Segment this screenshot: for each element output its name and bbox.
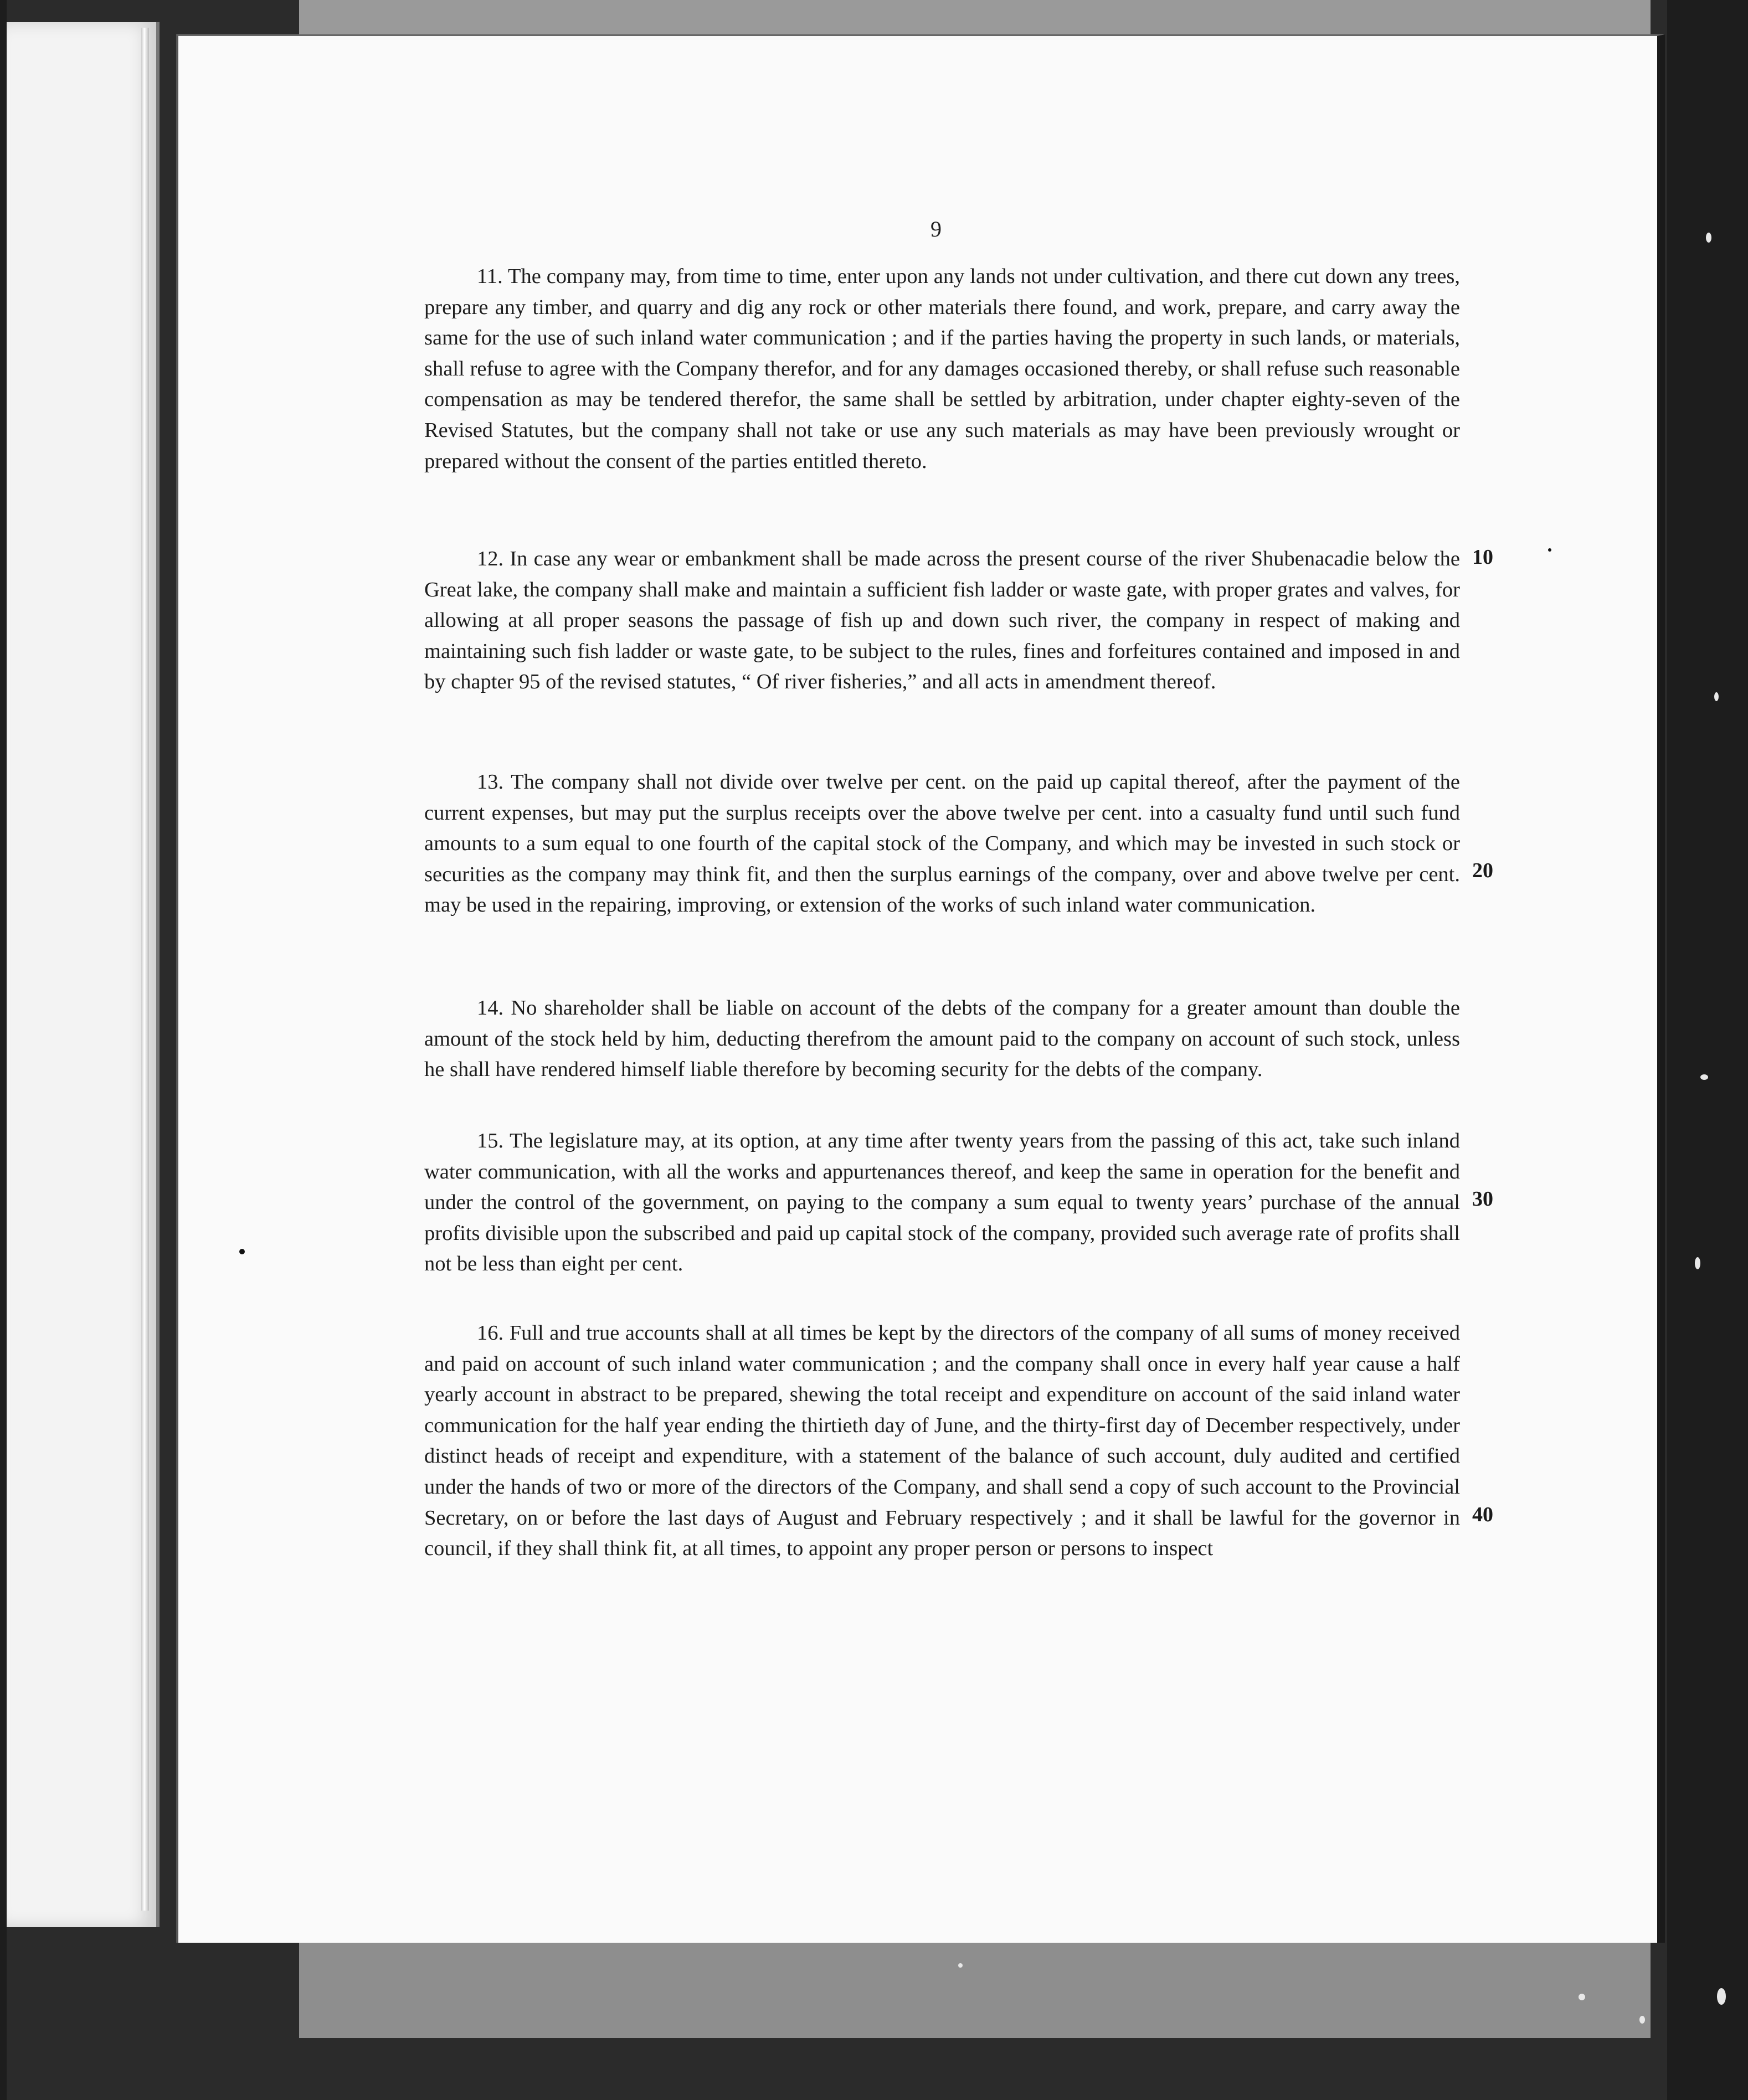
section-16 (424, 1318, 1460, 1564)
section-number: 14. (477, 996, 504, 1020)
section-number: 13. (477, 770, 504, 794)
film-speck (1714, 692, 1719, 701)
section-13 (424, 767, 1460, 921)
section-11 (424, 261, 1460, 477)
film-left-edge (0, 0, 7, 2100)
section-14 (424, 993, 1460, 1085)
section-number: 16. (477, 1321, 504, 1345)
section-text: No shareholder shall be liable on account of the debts of the company for a greater amount than double the amount of the stock held by him, deducting therefrom the amount paid to the company on account of such stock, unless he shall have rendered himself liable therefore by becoming security for the debts of the company. (424, 996, 1461, 1082)
film-speck (1548, 548, 1551, 552)
page-fold-shadow (141, 28, 149, 1911)
section-12 (424, 544, 1460, 698)
film-speck (239, 1249, 245, 1254)
section-text: Full and true accounts shall at all times be kept by the directors of the company of all sums of money received and paid on account of such inland water communication ; and the company shall once in every half year cause a half yearly account in abstract to be prepared, shewing the total receipt and expenditure on account of the said inland water communication for the half year ending the thirtieth day of June, and the thirty-first day of December respectively, under distinct heads of receipt and expenditure, with a statement of the balance of such account, duly audited and certified under the hands of two or more of the directors of the Company, and shall send a copy of such account to the Provincial Secretary, on or before the last days of August and February respectively ; and it shall be lawful for the governor in council, if they shall think fit, at all times, to appoint any proper person or persons to inspect (424, 1321, 1460, 1561)
film-right-edge (1667, 0, 1748, 2100)
film-bottom-band (299, 1938, 1651, 2038)
line-number-30: 30 (1472, 1187, 1493, 1211)
film-speck (1717, 1988, 1726, 2005)
section-text: The company may, from time to time, enter upon any lands not under cultivation, and there cut down any trees, prepare any timber, and quarry and dig any rock or other materials there found, and work, prepare, and carry away the same for the use of such inland water communication ; and if the parties having the property in such lands, or materials, shall refuse to agree with the Company therefor, and for any damages occasioned thereby, or shall refuse such reasonable compensation as may be tendered therefor, the same shall be settled by arbitration, under chapter eighty-seven of the Revised Statutes, but the company shall not take or use any such materials as may have been previously wrought or prepared without the consent of the parties entitled thereto. (424, 265, 1460, 473)
film-speck (1706, 233, 1711, 243)
section-number: 12. (477, 547, 504, 570)
line-number-20: 20 (1472, 859, 1493, 882)
line-number-10: 10 (1472, 545, 1493, 569)
film-speck (958, 1963, 963, 1968)
film-speck (1639, 2016, 1645, 2024)
section-15 (424, 1126, 1460, 1280)
film-speck (1700, 1074, 1708, 1080)
section-number: 15. (477, 1129, 504, 1152)
section-text: The company shall not divide over twelve per cent. on the paid up capital thereof, after the payment of the current expenses, but may put the surplus receipts over the above twelve per cent. into a casualty fund until such fund amounts to a sum equal to one fourth of the capital stock of the Company, and which may be invested in such stock or securities as the company may think fit, and then the surplus earnings of the company, over and above twelve per cent. may be used in the repairing, improving, or extension of the works of such inland water communication. (424, 770, 1460, 917)
film-speck (1579, 1994, 1585, 2000)
page-number: 9 (930, 217, 942, 241)
film-top-band (299, 0, 1651, 34)
section-text: In case any wear or embankment shall be made across the present course of the river Shubenacadie below the Great lake, the company shall make and maintain a sufficient fish ladder or waste gate, with proper grates and valves, for allowing at all proper seasons the passage of fish up and down such river, the company in respect of making and maintaining such fish ladder or waste gate, to be subject to the rules, fines and forfeitures contained and imposed in and by chapter 95 of the revised statutes, “ Of river fisheries,” and all acts in amendment thereof. (424, 547, 1461, 694)
previous-page-edge (7, 22, 160, 1927)
line-number-40: 40 (1472, 1503, 1493, 1526)
section-number: 11. (477, 265, 503, 288)
film-speck (1695, 1257, 1700, 1269)
section-text: The legislature may, at its option, at any time after twenty years from the passing of this act, take such inland water communication, with all the works and appurtenances thereof, and keep the same in operation for the benefit and under the control of the government, on paying to the company a sum equal to twenty years’ purchase of the annual profits divisible upon the subscribed and paid up capital stock of the company, provided such average rate of profits shall not be less than eight per cent. (424, 1129, 1460, 1276)
